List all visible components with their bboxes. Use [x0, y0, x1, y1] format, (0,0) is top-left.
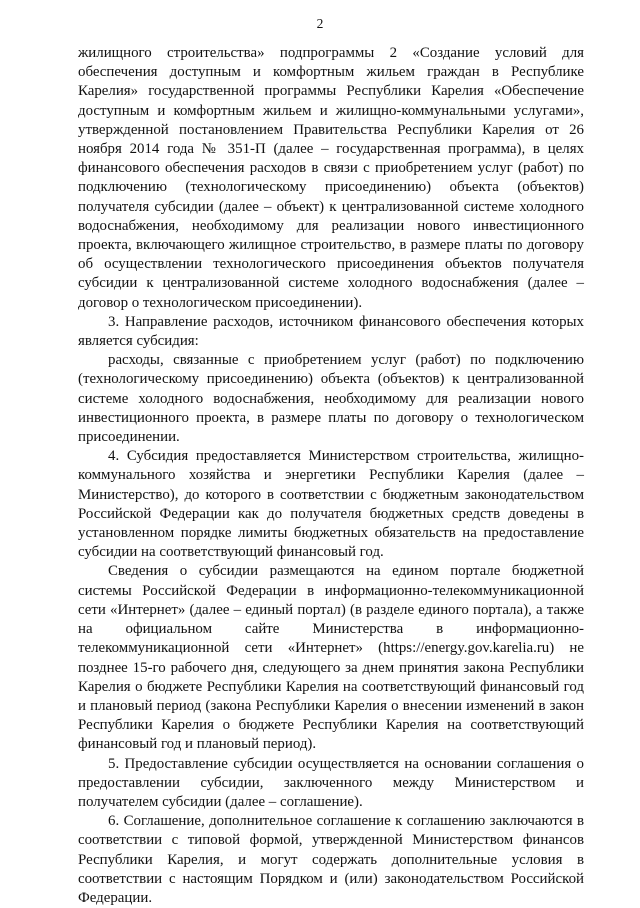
paragraph: 6. Соглашение, дополнительное соглашение к соглашению заключаются в соответствии с типовой формой, утвержденной Министерством финансов Республики Карелия, и могут содержать дополнительные условия в соответствии с настоящим Порядком и (или) законодательством Российской Федерации. [78, 813, 584, 906]
paragraph: Сведения о субсидии размещаются на едином портале бюджетной системы Российской Федерации в информационно-телекоммуникационной сети «Интернет» (далее – единый портал) (в разделе единого портала), а также на официальном сайте Министерства в информационно-телекоммуникационной сети «Интернет» (https://energy.gov.karelia.ru) не позднее 15-го рабочего дня, следующего за днем принятия закона Республики Карелия о бюджете Республики Карелия на соответствующий финансовый год и плановый период (закона Республики Карелия о внесении изменений в закон Республики Карелия о бюджете Республики Карелия на соответствующий финансовый год и плановый период). [78, 563, 584, 753]
paragraph: 3. Направление расходов, источником финансового обеспечения которых является субсидия: [78, 313, 584, 350]
document-body [78, 44, 584, 908]
paragraph: 5. Предоставление субсидии осуществляется на основании соглашения о предоставлении субсидии, заключенного между Министерством и получателем субсидии (далее – соглашение). [78, 755, 584, 810]
page-number: 2 [316, 16, 324, 31]
paragraph: 4. Субсидия предоставляется Министерством строительства, жилищно-коммунального хозяйства и энергетики Республики Карелия (далее – Министерство), до которого в соответствии с бюджетным законодательством Российской Федерации как до получателя бюджетных средств доведены в установленном порядке лимиты бюджетных обязательств на предоставление субсидии на соответствующий финансовый год. [78, 448, 584, 561]
paragraph: жилищного строительства» подпрограммы 2 «Создание условий для обеспечения доступным и комфортным жильем граждан в Республике Карелия» государственной программы Республики Карелия «Обеспечение доступным и комфортным жильем и жилищно-коммунальными услугами», утвержденной постановлением Правительства Республики Карелия от 26 ноября 2014 года № 351-П (далее – государственная программа), в целях финансового обеспечения расходов в связи с приобретением услуг (работ) по подключению (технологическому присоединению) объекта (объектов) получателя субсидии (далее – объект) к централизованной системе холодного водоснабжения, необходимому для реализации нового инвестиционного проекта, включающего жилищное строительство, в размере платы по договору об осуществлении технологического присоединения объектов получателя субсидии к централизованной системе холодного водоснабжения (далее – договор о технологическом присоединении). [78, 45, 584, 311]
paragraph: расходы, связанные с приобретением услуг (работ) по подключению (технологическому присоединению) объекта (объектов) к централизованной системе холодного водоснабжения, необходимому для реализации нового инвестиционного проекта, в размере платы по договору о технологическом присоединении. [78, 352, 584, 446]
